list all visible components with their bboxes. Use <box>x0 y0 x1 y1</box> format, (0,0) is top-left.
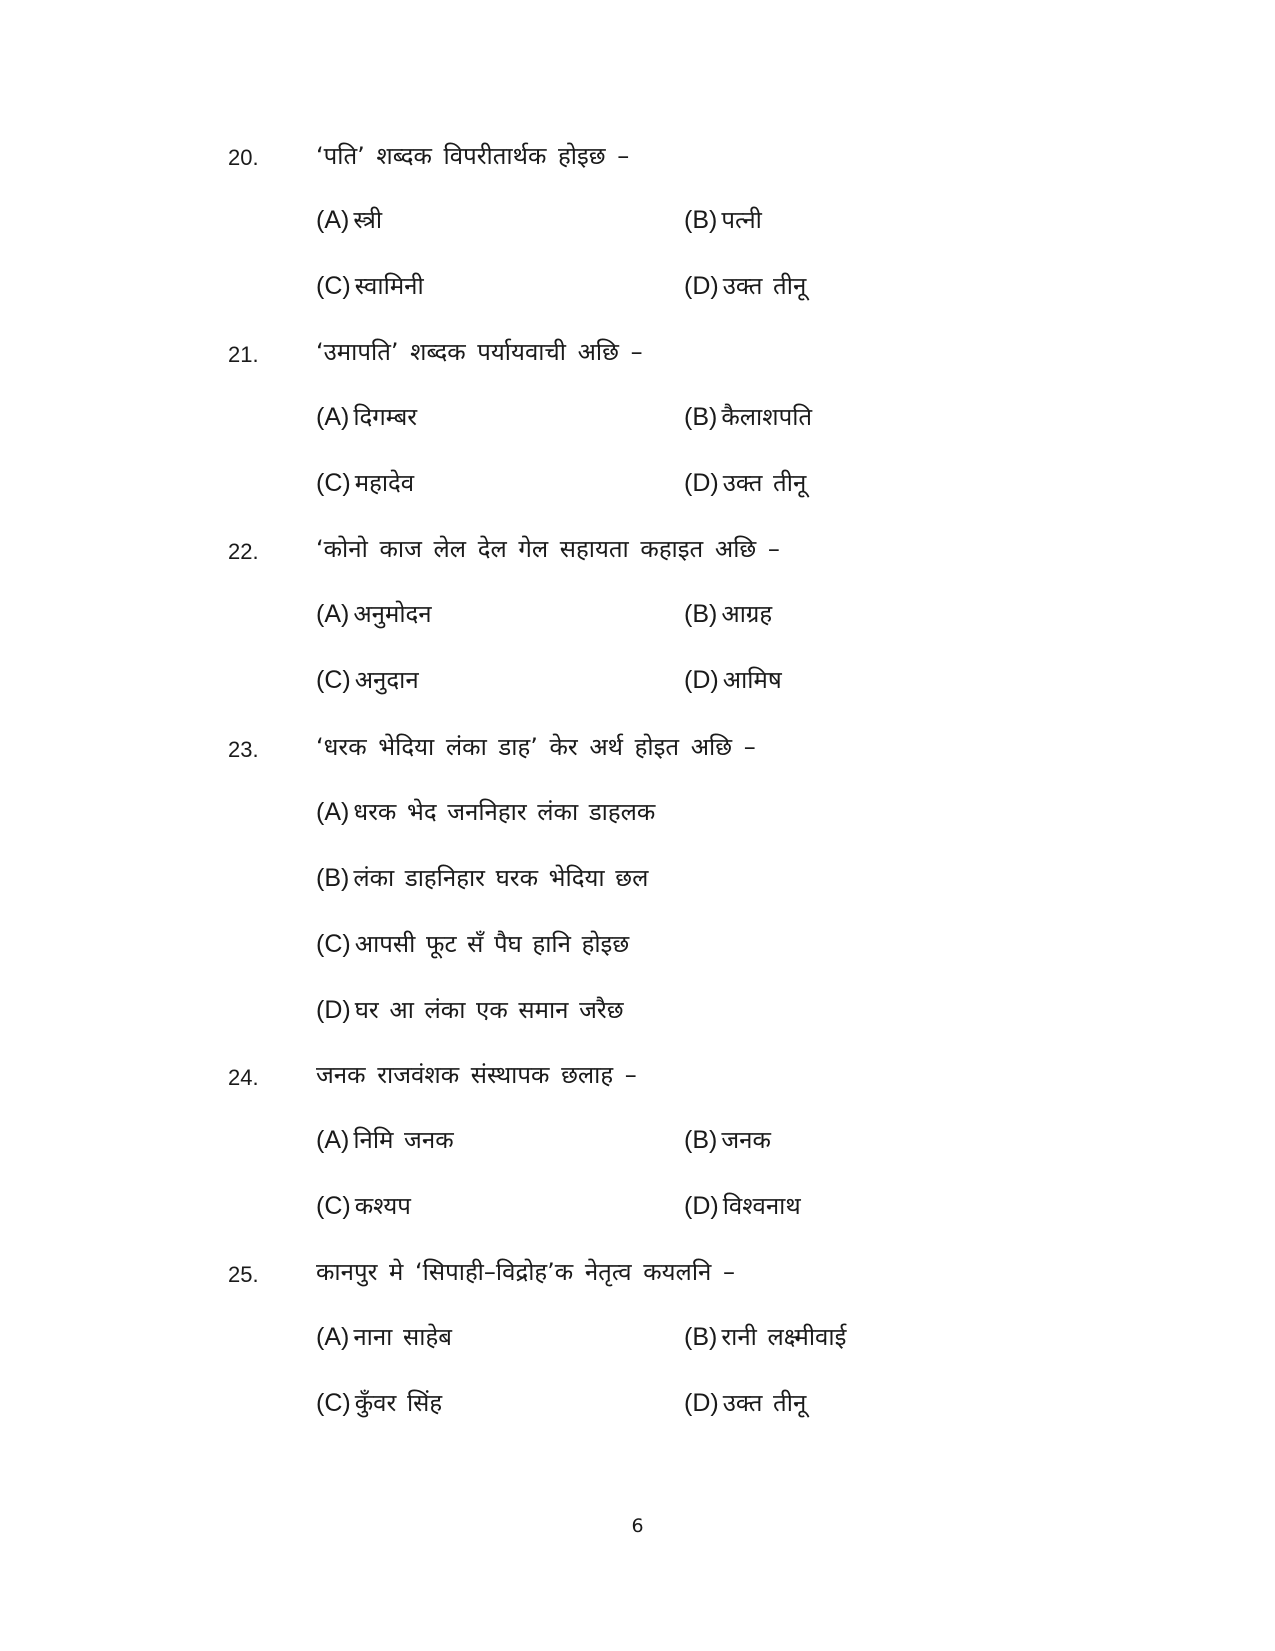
option-text: निमि जनक <box>353 1126 454 1154</box>
option-letter: (B) <box>684 403 718 431</box>
option-c <box>316 664 419 696</box>
option-d <box>316 994 624 1026</box>
option-text: जनक <box>721 1126 771 1154</box>
option-letter: (B) <box>684 600 718 628</box>
option-text: कश्यप <box>354 1192 411 1220</box>
option-text: दिगम्बर <box>353 403 418 431</box>
option-a <box>316 796 655 828</box>
option-c <box>316 1387 442 1419</box>
option-b <box>684 1124 771 1156</box>
option-text: उक्त तीनू <box>722 1389 807 1417</box>
option-text: कुँवर सिंह <box>354 1389 443 1417</box>
option-b <box>684 204 762 236</box>
option-d <box>684 270 806 302</box>
option-d <box>684 664 782 696</box>
option-b <box>684 598 772 630</box>
option-text: उक्त तीनू <box>722 469 807 497</box>
option-b <box>684 401 812 433</box>
option-text: घर आ लंका एक समान जरैछ <box>354 996 624 1024</box>
question-number: 24. <box>228 1065 259 1090</box>
question-number: 22. <box>228 539 259 564</box>
option-letter: (C) <box>316 469 351 497</box>
option-text: नाना साहेब <box>353 1323 452 1351</box>
option-text: धरक भेद जननिहार लंका डाहलक <box>353 798 656 826</box>
option-letter: (B) <box>684 1323 718 1351</box>
option-letter: (A) <box>316 1323 350 1351</box>
option-c <box>316 928 629 960</box>
option-text: पत्नी <box>721 206 762 234</box>
option-a <box>316 204 382 236</box>
option-text: स्त्री <box>353 206 383 234</box>
question-number: 23. <box>228 737 259 762</box>
option-letter: (C) <box>316 666 351 694</box>
option-letter: (C) <box>316 272 351 300</box>
option-letter: (A) <box>316 600 350 628</box>
page-number: 6 <box>631 1515 644 1537</box>
option-letter: (D) <box>316 996 351 1024</box>
option-text: आपसी फूट सँ पैघ हानि होइछ <box>354 930 630 958</box>
option-b <box>684 1321 846 1353</box>
question-number: 21. <box>228 342 259 367</box>
option-text: उक्त तीनू <box>722 272 807 300</box>
question-text: जनक राजवंशक संस्थापक छलाह – <box>316 1061 637 1089</box>
option-letter: (C) <box>316 1389 351 1417</box>
option-letter: (A) <box>316 1126 350 1154</box>
option-letter: (C) <box>316 930 351 958</box>
option-text: अनुमोदन <box>353 600 432 628</box>
option-c <box>316 1190 411 1222</box>
option-d <box>684 1387 806 1419</box>
option-text: आग्रह <box>721 600 773 628</box>
question-text: कानपुर मे ‘सिपाही–विद्रोह’क नेतृत्व कयलनि – <box>316 1258 735 1286</box>
option-b <box>316 862 648 894</box>
question-text: ‘उमापति’ शब्दक पर्यायवाची अछि – <box>316 338 643 366</box>
option-letter: (A) <box>316 403 350 431</box>
question-text: ‘धरक भेदिया लंका डाह’ केर अर्थ होइत अछि – <box>316 733 756 761</box>
question-text: ‘पति’ शब्दक विपरीतार्थक होइछ – <box>316 142 630 170</box>
option-letter: (D) <box>684 1192 719 1220</box>
question-number: 20. <box>228 145 259 170</box>
option-letter: (B) <box>684 206 718 234</box>
option-text: स्वामिनी <box>354 272 424 300</box>
option-c <box>316 270 424 302</box>
option-text: महादेव <box>354 469 415 497</box>
option-d <box>684 467 806 499</box>
option-text: विश्वनाथ <box>722 1192 801 1220</box>
option-text: कैलाशपति <box>721 403 813 431</box>
question-number: 25. <box>228 1262 259 1287</box>
option-letter: (D) <box>684 272 719 300</box>
option-letter: (B) <box>316 864 350 892</box>
option-a <box>316 1321 452 1353</box>
question-text: ‘कोनो काज लेल देल गेल सहायता कहाइत अछि – <box>316 535 780 563</box>
option-letter: (B) <box>684 1126 718 1154</box>
option-text: अनुदान <box>354 666 419 694</box>
option-a <box>316 1124 454 1156</box>
option-letter: (D) <box>684 666 719 694</box>
option-letter: (D) <box>684 469 719 497</box>
option-text: आमिष <box>722 666 782 694</box>
option-a <box>316 598 432 630</box>
option-text: लंका डाहनिहार घरक भेदिया छल <box>353 864 649 892</box>
option-letter: (A) <box>316 798 350 826</box>
option-d <box>684 1190 801 1222</box>
option-letter: (D) <box>684 1389 719 1417</box>
option-c <box>316 467 414 499</box>
option-a <box>316 401 417 433</box>
option-letter: (A) <box>316 206 350 234</box>
option-letter: (C) <box>316 1192 351 1220</box>
option-text: रानी लक्ष्मीवाई <box>721 1323 847 1351</box>
